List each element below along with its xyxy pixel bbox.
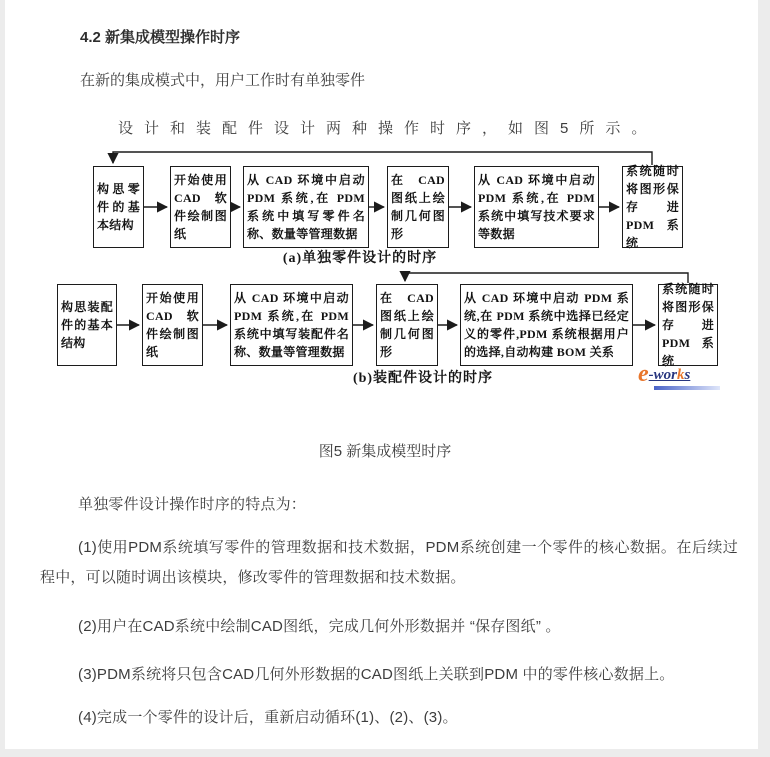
flow-box-a3: 从 CAD 环境中启动 PDM 系统,在 PDM 系统中填写零件名称、数量等管理数据 [243, 166, 369, 248]
flow-box-b2: 开始使用 CAD 软件绘制图纸 [142, 284, 203, 366]
flow-caption-b: (b)装配件设计的时序 [352, 371, 494, 386]
paragraph-item-1: (1)使用PDM系统填写零件的管理数据和技术数据，PDM系统创建一个零件的核心数据。在后续过程中，可以随时调出该模块，修改零件的管理数据和技术数据。 [40, 539, 738, 586]
eworks-logo-underline-bar [654, 386, 720, 390]
flow-box-b6: 系统随时将图形保存进 PDM 系统 [658, 284, 718, 366]
figure-flowchart [40, 145, 740, 397]
flow-caption-a: (a)单独零件设计的时序 [282, 251, 438, 266]
paragraph-item-3: (3)PDM系统将只包含CAD几何外形数据的CAD图纸上关联到PDM 中的零件核心数据上。 [78, 666, 675, 683]
flow-box-a2: 开始使用 CAD 软件绘制图纸 [170, 166, 231, 248]
flow-box-a4: 在 CAD 图纸上绘制几何图形 [387, 166, 449, 248]
flow-box-b4: 在 CAD 图纸上绘制几何图形 [376, 284, 438, 366]
flow-box-a5: 从 CAD 环境中启动 PDM 系统,在 PDM 系统中填写技术要求等数据 [474, 166, 599, 248]
intro-line-1: 在新的集成模式中，用户工作时有单独零件 [80, 72, 366, 89]
paragraph-item-4: (4)完成一个零件的设计后，重新启动循环(1)、(2)、(3)。 [78, 709, 458, 726]
eworks-logo-e: e [638, 361, 649, 387]
page-edge-bottom [0, 749, 770, 757]
flow-box-a1: 构思零件的基本结构 [93, 166, 144, 248]
flow-box-a6: 系统随时将图形保存进 PDM 系统 [622, 166, 683, 248]
page-edge-left [0, 0, 5, 757]
intro-line-2: 设计和装配件设计两种操作时序，如图5所示。 [118, 120, 658, 137]
section-heading: 4.2 新集成模型操作时序 [80, 29, 241, 46]
page-edge-right [758, 0, 770, 757]
paragraph-item-2: (2)用户在CAD系统中绘制CAD图纸，完成几何外形数据并 “保存图纸” 。 [78, 618, 561, 635]
figure-caption: 图5 新集成模型时序 [318, 443, 452, 460]
flow-box-b5: 从 CAD 环境中启动 PDM 系统,在 PDM 系统中选择已经定义的零件,PDM 系统根据用户的选择,自动构建 BOM 关系 [460, 284, 633, 366]
paragraph-lead: 单独零件设计操作时序的特点为： [78, 496, 307, 513]
flow-box-b3: 从 CAD 环境中启动 PDM 系统,在 PDM 系统中填写装配件名称、数量等管理数据 [230, 284, 353, 366]
eworks-logo-text: -works [648, 367, 691, 383]
flow-box-b1: 构思装配件的基本结构 [57, 284, 117, 366]
